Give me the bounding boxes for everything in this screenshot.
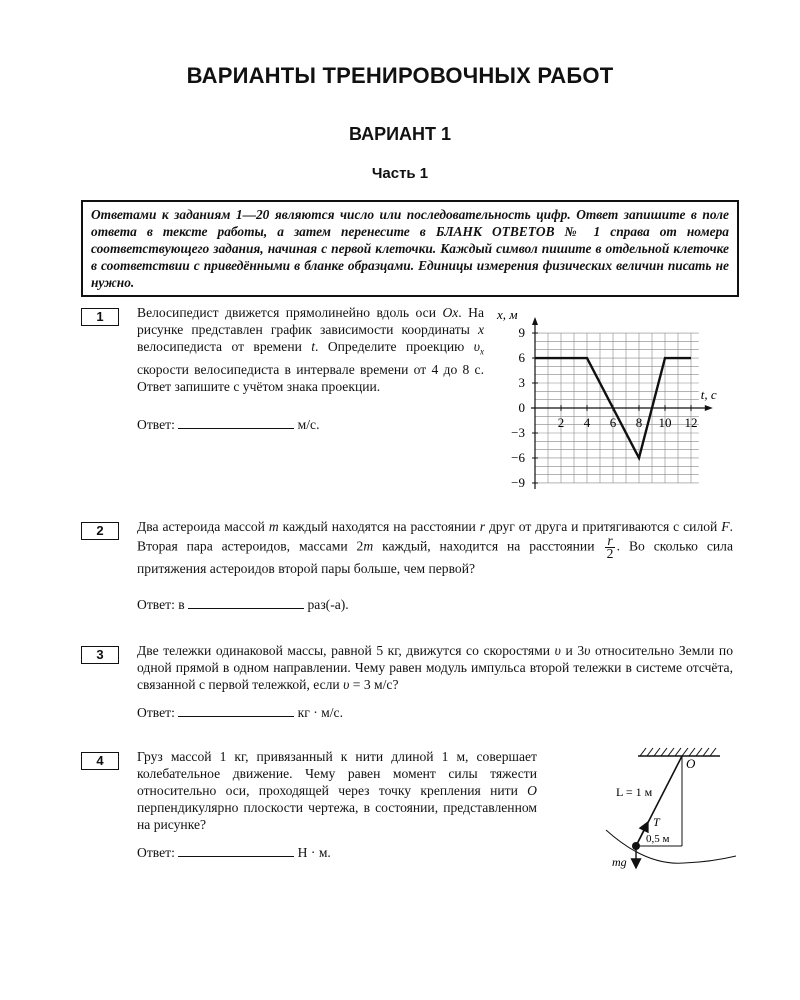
task-3-answer-field[interactable] xyxy=(178,704,294,717)
task-2-answer: Ответ: в раз(-а). xyxy=(137,597,349,612)
x-tick-label: 4 xyxy=(583,415,591,430)
tension-label: T xyxy=(653,815,660,829)
task-3-answer: Ответ: кг · м/с. xyxy=(137,705,343,720)
task-1-text: Велосипедист движется прямолинейно вдоль оси Ox. На рисунке представлен график зависимости координаты x велосипедиста от времени t. Определите проекцию $\upsilon_x$ скорости велосипедиста в интервале времени от 4 до 8 с. Ответ запишите с учётом знака проекции. xyxy=(137,305,484,394)
task-number-3: 3 xyxy=(81,646,119,664)
task-4-text: Груз массой 1 кг, привязанный к нити длиной 1 м, совершает колебательное движение. Чему равен момент силы тяжести относительно оси, проходящей через точку крепления нити O перпендикулярно плоскости чертежа, в состоянии, представленном на рисунке? xyxy=(137,749,537,832)
instructions-box: Ответами к заданиям 1—20 являются число или последовательность цифр. Ответ запишите в поле ответа в тексте работы, а затем перенесите в БЛАНК ОТВЕТОВ № 1 справа от номера соответствующего задания, начиная с первой клеточки. Каждый символ пишите в отдельной клеточке в соответствии с приведёнными в бланке образцами. Единицы измерения физических величин писать не нужно. xyxy=(81,200,739,297)
length-label: L = 1 м xyxy=(616,785,653,799)
variant-title: ВАРИАНТ 1 xyxy=(348,124,452,144)
ceiling-hatching xyxy=(638,748,720,756)
task-number-4: 4 xyxy=(81,752,119,770)
part-title: Часть 1 xyxy=(371,165,429,182)
y-tick-label: 9 xyxy=(518,325,525,341)
x-tick-label: 10 xyxy=(658,415,672,430)
task-number-2: 2 xyxy=(81,522,119,540)
x-axis-label: t, с xyxy=(700,387,717,402)
page-title: ВАРИАНТЫ ТРЕНИРОВОЧНЫХ РАБОТ xyxy=(186,63,614,88)
task-1-answer: Ответ: м/с. xyxy=(137,417,320,432)
y-axis-arrow xyxy=(532,317,538,325)
task-2-answer-field[interactable] xyxy=(188,596,304,609)
coordinate-time-chart xyxy=(484,296,744,496)
pendulum-bob xyxy=(632,842,640,850)
task-1-answer-field[interactable] xyxy=(178,416,294,429)
y-tick-label: −6 xyxy=(511,449,525,465)
task-2-text: Два астероида массой m каждый находятся на расстоянии r друг от друга и притягиваются с силой F. Вторая пара астероидов, массами 2m каждый, находится на расстоянии $\frac{r}{2}$ . Во сколько сила притяжения астероидов второй пары больше, чем первой? xyxy=(137,519,733,576)
task-4-answer: Ответ: Н · м. xyxy=(137,845,331,860)
x-tick-label: 6 xyxy=(609,415,617,430)
fraction-r-over-2: $\frac{r}{2}$ xyxy=(606,533,614,561)
y-tick-label: 6 xyxy=(518,350,525,366)
y-tick-label: 0 xyxy=(518,400,525,415)
y-axis-label: x, м xyxy=(497,307,518,323)
offset-label: 0,5 м xyxy=(646,833,670,845)
task-4-answer-field[interactable] xyxy=(178,844,294,857)
point-o-label: O xyxy=(686,756,696,771)
y-tick-label: −3 xyxy=(511,424,525,440)
task-number-1: 1 xyxy=(81,308,119,326)
gravity-label: mg xyxy=(612,855,627,869)
x-tick-label: 12 xyxy=(684,415,698,430)
x-tick-label: 2 xyxy=(557,415,565,430)
task-3-text: Две тележки одинаковой массы, равной 5 кг, движутся со скоростями υ и 3υ относительно Земли по одной прямой в одном направлении. Чему равен модуль импульса второй тележки в системе отсчёта, связанной с первой тележкой, если υ = 3 м/с? xyxy=(137,643,733,692)
x-tick-label: 8 xyxy=(635,415,643,430)
pendulum-figure xyxy=(596,738,746,878)
y-tick-label: −9 xyxy=(511,474,525,490)
x-axis-arrow xyxy=(705,405,713,411)
y-tick-label: 3 xyxy=(518,375,525,391)
